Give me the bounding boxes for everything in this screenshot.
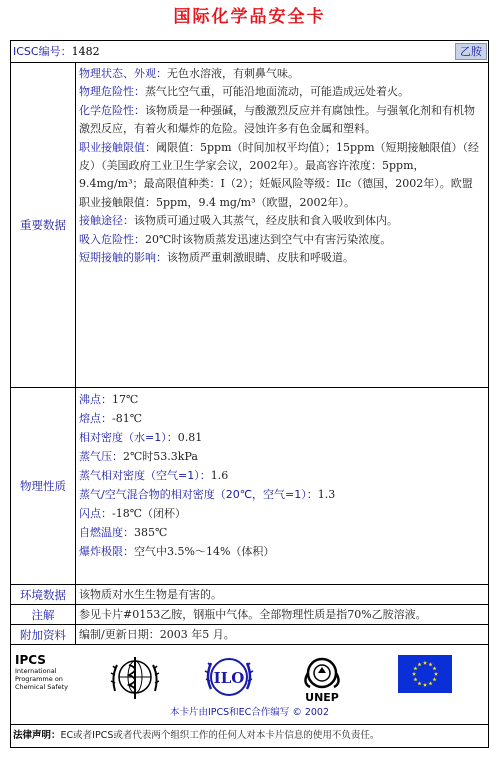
environment-section — [11, 585, 488, 605]
disclaimer-row — [11, 725, 488, 747]
important-data-item-key: 职业接触限值： — [79, 140, 156, 154]
physical-property-item — [79, 485, 482, 504]
disclaimer-label: 法律声明： — [13, 730, 61, 741]
physical-property-item-value: 0.81 — [177, 431, 203, 444]
physical-property-item — [79, 542, 482, 561]
important-data-item — [79, 231, 482, 249]
important-data-item-value: 20℃时该物质蒸发迅速达到空气中有害污染浓度。 — [145, 232, 392, 246]
safety-card — [10, 40, 489, 748]
important-data-item-key: 化学危险性： — [79, 103, 145, 117]
physical-property-item-key: 自燃温度： — [79, 526, 134, 539]
physical-properties-section — [11, 388, 488, 585]
physical-property-item-value: 17℃ — [112, 393, 139, 406]
physical-property-item-value: -81℃ — [112, 412, 143, 425]
physical-property-item-value: -18℃（闭杯） — [112, 507, 187, 520]
physical-property-item-key: 沸点： — [79, 393, 112, 406]
important-data-item — [79, 212, 482, 230]
unep-emblem-text: UNEP — [305, 691, 339, 704]
physical-property-item-key: 爆炸极限： — [79, 545, 134, 558]
ipcs-line-1: International — [15, 667, 57, 675]
physical-property-item — [79, 390, 482, 409]
important-data-item-key: 接触途径： — [79, 214, 134, 228]
physical-property-item-key: 相对密度（水=1）： — [79, 431, 178, 444]
unep-emblem-icon — [294, 653, 350, 705]
physical-property-item-value: 2℃时53.3kPa — [123, 450, 198, 463]
physical-properties-content — [77, 388, 488, 584]
additional-info-label: 附加资料 — [11, 625, 76, 644]
ilo-emblem-text: ILO — [213, 669, 245, 687]
physical-properties-label: 物理性质 — [11, 388, 76, 584]
ipcs-title: IPCS — [15, 653, 46, 667]
environment-text: 该物质对水生生物是有害的。 — [79, 588, 222, 601]
notes-text: 参见卡片#0153乙胺，钢瓶中气体。全部物理性质是指70%乙胺溶液。 — [79, 608, 427, 621]
ipcs-line-2: Programme on — [15, 675, 63, 683]
physical-property-item-key: 闪点： — [79, 507, 112, 520]
important-data-content — [77, 63, 488, 387]
physical-property-item-value: 385℃ — [134, 526, 168, 539]
physical-property-item — [79, 523, 482, 542]
card-id-value: 1482 — [71, 45, 100, 58]
notes-section — [11, 605, 488, 625]
important-data-item-value: 蒸气比空气重，可能沿地面流动，可能造成远处着火。 — [145, 85, 409, 99]
important-data-item-key: 短期接触的影响： — [79, 251, 167, 265]
physical-property-item-key: 蒸气相对密度（空气=1）： — [79, 469, 211, 482]
physical-property-item-key: 蒸气/空气混合物的相对密度（20℃，空气=1）： — [79, 488, 318, 501]
physical-property-item-value: 空气中3.5%～14%（体积） — [134, 545, 275, 558]
ilo-emblem-icon — [201, 653, 257, 703]
physical-property-item-value: 1.3 — [317, 488, 336, 501]
important-data-item — [79, 65, 482, 83]
important-data-item-value: 阈限值：5ppm（时间加权平均值）；15ppm（短期接触限值）（经皮）（美国政府工业卫生学家会议，2002年）。最高容许浓度：5ppm，9.4mg/m³；最高限值种类：I（2）；妊娠风险等级：IIc（德国，2002年）。欧盟职业接触限值：5ppm，9.4 mg/m³（欧盟，2002年）。 — [79, 140, 480, 209]
additional-info-text: 编制/更新日期：2003 年5 月。 — [79, 628, 235, 641]
physical-property-item-key: 蒸气压： — [79, 450, 123, 463]
who-emblem-icon — [107, 653, 163, 703]
logo-strip — [11, 645, 488, 725]
chemical-name-badge: 乙胺 — [455, 43, 487, 60]
page-title: 国际化学品安全卡 — [173, 7, 326, 27]
physical-property-item — [79, 428, 482, 447]
important-data-label: 重要数据 — [11, 63, 76, 387]
physical-property-item — [79, 466, 482, 485]
important-data-item — [79, 83, 482, 101]
physical-property-item — [79, 504, 482, 523]
card-id-row — [11, 41, 488, 63]
important-data-section — [11, 63, 488, 388]
physical-property-item — [79, 447, 482, 466]
important-data-item-key: 吸入危险性： — [79, 232, 145, 246]
physical-property-item-value: 1.6 — [210, 469, 229, 482]
eu-flag-icon — [398, 655, 452, 693]
ipcs-line-3: Chemical Safety — [15, 683, 69, 691]
important-data-item-value: 无色水溶液，有刺鼻气味。 — [167, 67, 299, 80]
disclaimer-text: EC或者IPCS或者代表两个组织工作的任何人对本卡片信息的使用不负责任。 — [60, 730, 380, 741]
important-data-item — [79, 249, 482, 267]
environment-label: 环境数据 — [11, 585, 76, 604]
notes-label: 注解 — [11, 605, 76, 624]
physical-property-item — [79, 409, 482, 428]
additional-info-section — [11, 625, 488, 645]
important-data-item-value: 该物质是一种强碱，与酸激烈反应并有腐蚀性。与强氧化剂和有机物激烈反应，有着火和爆炸的危险。浸蚀许多有色金属和塑料。 — [79, 103, 475, 136]
card-id-label: ICSC编号： — [13, 45, 72, 58]
ipcs-logo — [15, 653, 85, 691]
important-data-item-value: 该物质可通过吸入其蒸气，经皮肤和食入吸收到体内。 — [134, 214, 398, 228]
important-data-item-key: 物理状态、外观： — [79, 67, 167, 80]
important-data-item — [79, 139, 482, 213]
physical-property-item-key: 熔点： — [79, 412, 112, 425]
important-data-item-value: 该物质严重刺激眼睛、皮肤和呼吸道。 — [167, 251, 354, 265]
cooperation-caption: 本卡片由IPCS和EC合作编写 © 2002 — [169, 707, 330, 718]
important-data-item-key: 物理危险性： — [79, 85, 145, 99]
important-data-item — [79, 102, 482, 139]
